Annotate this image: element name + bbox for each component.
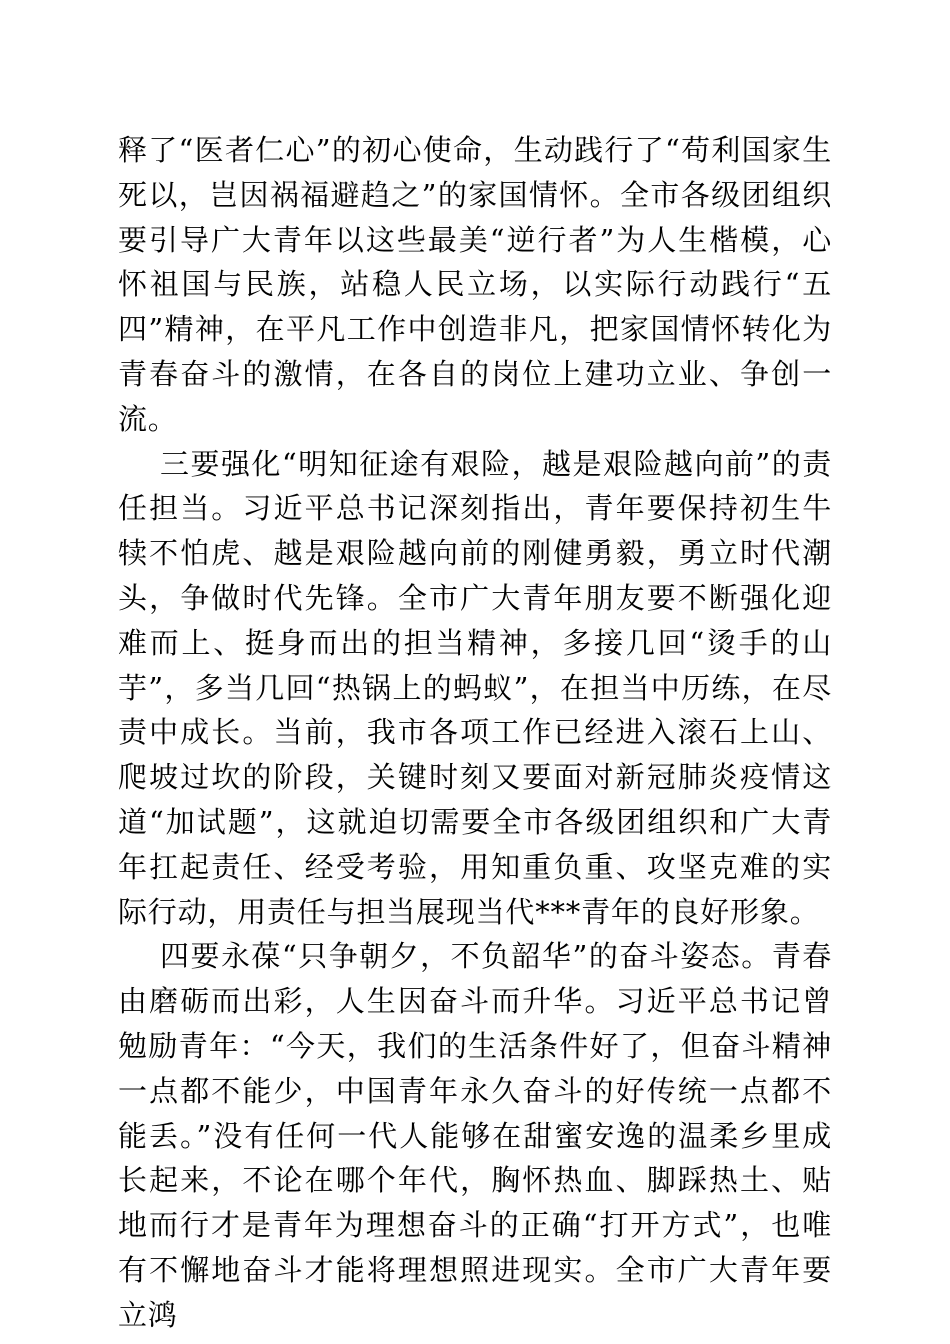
paragraph-point-four: 四要永葆“只争朝夕，不负韶华”的奋斗姿态。青春由磨砺而出彩，人生因奋斗而升华。习近平总书记曾勉励青年：“今天，我们的生活条件好了，但奋斗精神一点都不能少，中国青年永久奋斗的好传统一点都不能丢。”没有任何一代人能够在甜蜜安逸的温柔乡里成长起来，不论在哪个年代，胸怀热血、脚踩热土、贴地而行才是青年为理想奋斗的正确“打开方式”，也唯有不懈地奋斗才能将理想照进现实。全市广大青年要立鸿 [118, 939, 832, 1332]
paragraph-point-three: 三要强化“明知征途有艰险，越是艰险越向前”的责任担当。习近平总书记深刻指出，青年要保持初生牛犊不怕虎、越是艰险越向前的刚健勇毅，勇立时代潮头，争做时代先锋。全市广大青年朋友要不断强化迎难而上、挺身而出的担当精神，多接几回“烫手的山芋”，多当几回“热锅上的蚂蚁”，在担当中历练，在尽责中成长。当前，我市各项工作已经进入滚石上山、爬坡过坎的阶段，关键时刻又要面对新冠肺炎疫情这道“加试题”，这就迫切需要全市各级团组织和广大青年扛起责任、经受考验，用知重负重、攻坚克难的实际行动，用责任与担当展现当代***青年的良好形象。 [118, 446, 832, 929]
paragraph-continuation: 释了“医者仁心”的初心使命，生动践行了“苟利国家生死以，岂因祸福避趋之”的家国情怀。全市各级团组织要引导广大青年以这些最美“逆行者”为人生楷模，心怀祖国与民族，站稳人民立场，以实际行动践行“五四”精神，在平凡工作中创造非凡，把家国情怀转化为青春奋斗的激情，在各自的岗位上建功立业、争创一流。 [118, 133, 832, 436]
document-page [118, 128, 832, 1338]
